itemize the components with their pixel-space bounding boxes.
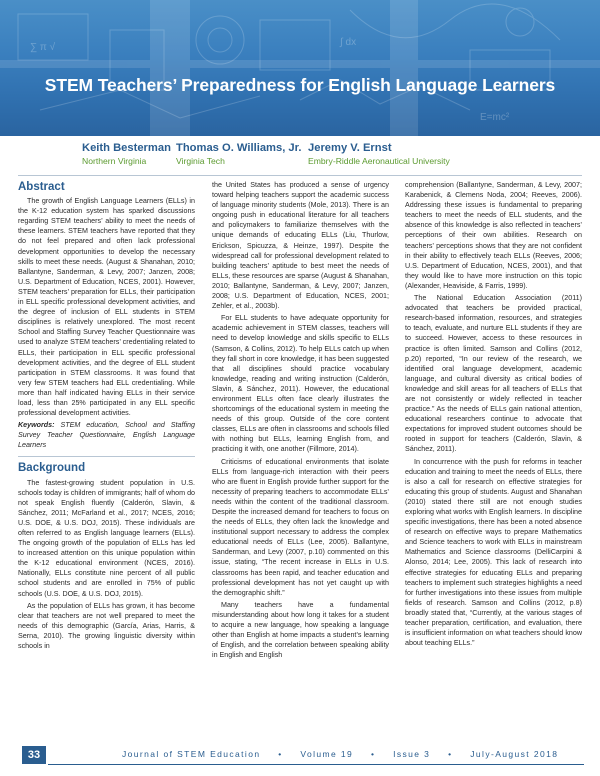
author-item — [176, 142, 302, 166]
column-left — [18, 180, 195, 653]
body-paragraph: The National Education Association (2011) advocated that teachers be provided practical, research-based information, resources, and strategies to teach, evaluate, and nurture ELL students if they are to succeed. However, access to these resources in practice is often limited. Samson and Collins (2012, p.20) reported, “In our review of the research, we identified oral language development, academic language, and cultural diversity as critical bodies of knowledge and skill areas for all teachers of ELLs that are not consistently or widely reflected in teacher practice.” As the needs of ELLs gain national attention, educational researchers continue to advocate that expectations for improved student outcomes should be rooted in support for teachers (Calderón, Slavin, & Sánchez, 2011). — [405, 294, 582, 454]
banner-decor-glyph: ∫ dx — [340, 37, 357, 48]
body-paragraph: Many teachers have a fundamental misunderstanding about how long it takes for a student to acquire a new language, how speaking a language other than English at home impacts a student’s learning of English, and the correlation between speaking ability in English and English — [212, 600, 389, 660]
journal-name: Journal of STEM Education — [122, 749, 261, 759]
author-name: Keith Besterman — [82, 142, 171, 154]
keywords — [18, 420, 195, 450]
keywords-text: STEM education, School and Staffing Survey Teacher Questionnaire, English Language Learners — [18, 421, 196, 450]
body-paragraph: As the population of ELLs has grown, it has become clear that teachers are not well prepared to meet the needs of this demographic (García, Arias, Harris, & Serna, 2010). The growing linguistic diversity within schools in — [18, 601, 195, 651]
background-heading: Background — [18, 462, 86, 475]
footer-separator: • — [370, 749, 376, 759]
journal-volume: Volume 19 — [300, 749, 354, 759]
author-item — [308, 142, 450, 166]
banner-decor-glyph: ∑ π √ — [30, 42, 56, 53]
author-affiliation: Embry-Riddle Aeronautical University — [308, 156, 450, 166]
section-divider — [18, 456, 195, 457]
column-right — [405, 180, 582, 650]
page-number: 33 — [22, 746, 46, 764]
footer-separator: • — [448, 749, 453, 759]
body-paragraph: the United States has produced a sense of urgency toward helping teachers support the academic success of language minority students (Mole, 2013). There is an ongoing push in educational literature for all teachers and policymakers to familiarize themselves with the unique demands of educating ELLs (Liu, Thurlow, Erickson, Spicuzza, & Heinze, 1997). Despite the widespread call for professional development related to building teachers’ aptitude to best meet the needs of ELLs, these resources are sparse (August & Shanahan, 2010; Ballantyne, Sanderman, & Levy, 2007; Janzen, 2008; U.S. Department of Education, NCES, 2001; Zehler, et al., 2003b). — [212, 181, 389, 311]
abstract-paragraph: The growth of English Language Learners (ELLs) in the K-12 education system has sparked discussions regarding STEM teachers’ ability to meet the needs of these learners. STEM teachers have reported that they do not feel prepared and often lack professional development opportunities to develop the necessary skills to meet these needs. (August & Shanahan, 2010; Ballantyne, Sanderman, & Levy, 2007; Janzen, 2008; U.S. Department of Education, NCES, 2001). However, STEM teachers’ preparation for ELLs, their participation in ELL specific professional development activities, and the degree of inclusion of ELL students in STEM disciplines is relatively unexplored. The most recent School and Staffing Survey Teacher Questionnaire was used to analyze STEM teachers’ credentialing related to ELLs, their participation in ELL specific professional development activities, and the degree of ELL student participation in STEM classrooms. It was found that very few STEM teachers had ELL credentialing. While more than half indicated having ELLs in their service load, less than 25% participated in any ELL specific professional development activities. — [18, 197, 195, 418]
body-paragraph: Criticisms of educational environments that isolate ELLs from language-rich interaction with their peers who are fluent in English provide further support for the necessity of preparing teachers to accommodate ELLs’ needs within the content of the traditional classroom. Despite the increased demand for teachers to focus on the needs of ELLs, they often lack the knowledge and institutional support necessary to address the complex educational needs of ELLs (Lee, 2005). Ballantyne, Sanderman, and Levy (2007, p.10) commented on this issue, stating, “The recent increase in ELLs in U.S. classrooms has been rapid, and teacher education and professional development has not yet caught up with the demographic shift.” — [212, 457, 389, 597]
header-divider — [18, 175, 582, 176]
author-item — [82, 142, 171, 166]
body-paragraph: For ELL students to have adequate opportunity for academic achievement in STEM classes, teachers will need to develop knowledge and skills specific to ELLs (Samson, & Collins, 2012). To help ELLs catch up when they fall short in core knowledge, it has been suggested that all disciplines should practice vocabulary knowledge, reading and writing instruction (Calderón, Slavin, & Sánchez, 2011). However, the educational environment ELLs often face clearly illustrates the shortcomings of the educational system in meeting the needs of this group. Outside of the core content classes, ELLs are often in classrooms and schools filled with nothing but ELLs, learning English from, and practicing it with, one another (Fillmore, 2014). — [212, 314, 389, 454]
footer-rule — [48, 764, 584, 765]
journal-info — [122, 749, 572, 759]
banner-decor-glyph: E=mc² — [480, 112, 510, 123]
author-list — [0, 142, 600, 172]
footer-separator: • — [278, 749, 283, 759]
abstract-heading: Abstract — [18, 181, 65, 193]
banner-collage-graphic — [0, 0, 600, 136]
journal-issue: Issue 3 — [393, 749, 431, 759]
author-name: Thomas O. Williams, Jr. — [176, 142, 302, 154]
body-paragraph: The fastest-growing student population in U.S. schools today is children of immigrants; half of whom do not speak English fluently (Calderón, Slavin, & Sánchez, 2011; McFarland et al., 2017; NCES, 2016; U.S. DOE, & U.S. DOJ, 2015). These individuals are often referred to as English language learners (ELLs). The ongoing growth of the population of ELLs has led to increased attention on this unique population within the K-12 educational environment (NCES, 2016). Nationally, ELLs constitute nine percent of all public school students and are enrolled in 75% of public schools (U.S. DOE, & U.S. DOJ, 2015). — [18, 478, 196, 598]
keywords-label: Keywords: — [18, 421, 55, 430]
author-affiliation: Virginia Tech — [176, 156, 225, 166]
author-affiliation: Northern Virginia — [82, 156, 147, 166]
article-title: STEM Teachers’ Preparedness for English Language Learners — [44, 75, 556, 95]
header-banner — [0, 0, 600, 136]
journal-date: July-August 2018 — [470, 749, 559, 759]
column-middle — [212, 180, 389, 662]
body-paragraph: In concurrence with the push for reforms in teacher education and training to meet the needs of ELLs, there is also a call for research on effective strategies for educating this group of students. August and Shanahan (2010) stated there still are not enough studies exploring what works with English learners. In discipline specific investigations, there has been a noted absence of research on effective ways to prepare Mathematics and Science teachers to work with ELLs in mainstream Mathematics and Science classrooms (DelliCarpini & Alonso, 2014; Lee, 2005). This lack of research into effective strategies for educating ELLs and preparing teachers to implement such strategies highlights a need for further investigations into these issues from multiple fields of research. Samson and Collins (2012, p.8) broadly stated that, “Currently, at the various stages of teacher preparation, certification, and evaluation, there is insufficient information on what teachers should know about teaching ELLs.” — [405, 457, 582, 648]
body-paragraph: comprehension (Ballantyne, Sanderman, & Levy, 2007; Karabenick, & Clemens Noda, 2004; Reeves, 2006). Addressing these issues is fundamental to preparing teachers to meet the needs of ELL students, and the absence of this knowledge is also reflected in teachers’ perceptions of their own abilities. Research on teachers’ perceptions shows that they are not confident in their ability to effectively teach ELLs (Reeves, 2006; U.S. Department of Education, NCES, 2001), and that they would like to have more instruction on this topic (Alexander, Heaviside, & Farris, 1999). — [405, 181, 582, 290]
author-name: Jeremy V. Ernst — [308, 142, 392, 154]
page-footer — [0, 744, 600, 776]
